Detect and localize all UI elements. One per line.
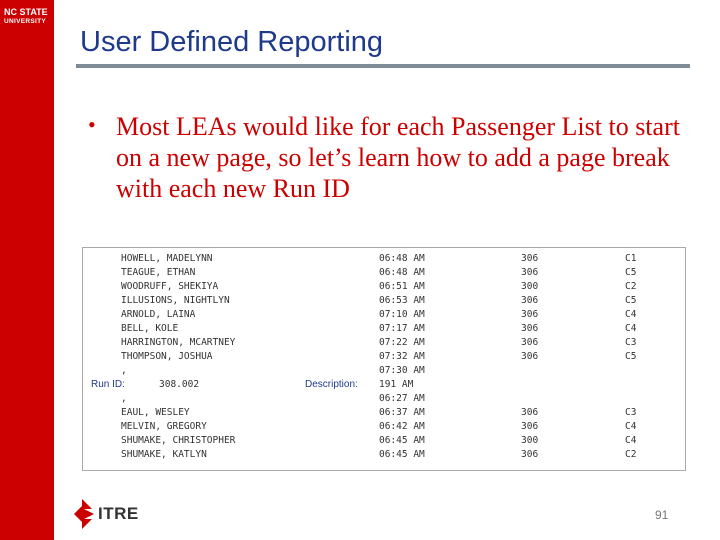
- pickup-time: 06:53 AM: [379, 295, 425, 306]
- report-row: [83, 434, 685, 448]
- pickup-time: 07:17 AM: [379, 323, 425, 334]
- seat-code: C5: [625, 351, 637, 362]
- pickup-time: 07:30 AM: [379, 365, 425, 376]
- report-row: [83, 252, 685, 266]
- stop-number: 306: [521, 323, 539, 334]
- seat-code: C4: [625, 421, 637, 432]
- report-row: [83, 308, 685, 322]
- stop-number: 306: [521, 267, 539, 278]
- pickup-time: 06:48 AM: [379, 253, 425, 264]
- pickup-time: 06:45 AM: [379, 435, 425, 446]
- bullet-text: Most LEAs would like for each Passenger List to start on a new page, so let’s learn how to add a page break with each new Run ID: [116, 112, 680, 203]
- description-value: 191 AM: [379, 379, 414, 390]
- stop-number: 306: [521, 421, 539, 432]
- report-row: [83, 266, 685, 280]
- passenger-name: SHUMAKE, KATLYN: [121, 449, 207, 460]
- seat-code: C5: [625, 295, 637, 306]
- stop-number: 306: [521, 253, 539, 264]
- pickup-time: 06:42 AM: [379, 421, 425, 432]
- pickup-time: 06:37 AM: [379, 407, 425, 418]
- passenger-name: ILLUSIONS, NIGHTLYN: [121, 295, 230, 306]
- itre-chevron-icon: [72, 499, 96, 529]
- nc-state-logo: [4, 8, 48, 26]
- bullet-icon: •: [88, 112, 96, 137]
- stop-number: 306: [521, 351, 539, 362]
- report-row: [83, 420, 685, 434]
- passenger-name: ,: [121, 393, 127, 404]
- passenger-name: MELVIN, GREGORY: [121, 421, 207, 432]
- logo-line-2: UNIVERSITY: [4, 18, 47, 25]
- seat-code: C4: [625, 323, 637, 334]
- pickup-time: 06:48 AM: [379, 267, 425, 278]
- passenger-name: BELL, KOLE: [121, 323, 179, 334]
- passenger-list-report: [82, 247, 686, 471]
- passenger-name: ,: [121, 365, 127, 376]
- description-label: Description:: [305, 379, 358, 390]
- stop-number: 300: [521, 435, 539, 446]
- seat-code: C4: [625, 435, 637, 446]
- seat-code: C2: [625, 281, 637, 292]
- itre-logo-text: ITRE: [98, 504, 139, 523]
- seat-code: C5: [625, 267, 637, 278]
- slide-title: User Defined Reporting: [80, 26, 384, 58]
- stop-number: 306: [521, 407, 539, 418]
- pickup-time: 07:10 AM: [379, 309, 425, 320]
- run-id-label: Run ID:: [91, 379, 125, 390]
- brand-sidebar: [0, 0, 54, 540]
- seat-code: C3: [625, 407, 637, 418]
- seat-code: C3: [625, 337, 637, 348]
- pickup-time: 06:45 AM: [379, 449, 425, 460]
- report-row: [83, 336, 685, 350]
- passenger-name: HARRINGTON, MCARTNEY: [121, 337, 236, 348]
- stop-number: 306: [521, 295, 539, 306]
- report-row: [83, 280, 685, 294]
- pickup-time: 06:27 AM: [379, 393, 425, 404]
- passenger-name: WOODRUFF, SHEKIYA: [121, 281, 219, 292]
- title-underline: [76, 64, 690, 68]
- stop-number: 306: [521, 449, 539, 460]
- stop-number: 306: [521, 337, 539, 348]
- itre-logo: [72, 499, 139, 529]
- passenger-name: THOMPSON, JOSHUA: [121, 351, 213, 362]
- logo-line-1: NC STATE: [4, 7, 48, 17]
- stop-number: 300: [521, 281, 539, 292]
- passenger-name: SHUMAKE, CHRISTOPHER: [121, 435, 236, 446]
- page-number: 91: [655, 508, 669, 522]
- seat-code: C4: [625, 309, 637, 320]
- stop-number: 306: [521, 309, 539, 320]
- passenger-name: HOWELL, MADELYNN: [121, 253, 213, 264]
- report-row: [83, 322, 685, 336]
- seat-code: C2: [625, 449, 637, 460]
- report-row: [83, 364, 685, 378]
- passenger-name: TEAGUE, ETHAN: [121, 267, 196, 278]
- report-row: [83, 294, 685, 308]
- pickup-time: 07:32 AM: [379, 351, 425, 362]
- passenger-name: ARNOLD, LAINA: [121, 309, 196, 320]
- run-id-row: [83, 378, 685, 392]
- seat-code: C1: [625, 253, 637, 264]
- passenger-name: EAUL, WESLEY: [121, 407, 190, 418]
- pickup-time: 06:51 AM: [379, 281, 425, 292]
- report-row: [83, 350, 685, 364]
- report-row: [83, 406, 685, 420]
- pickup-time: 07:22 AM: [379, 337, 425, 348]
- report-row: [83, 392, 685, 406]
- run-id-value: 308.002: [159, 379, 200, 390]
- report-row: [83, 448, 685, 462]
